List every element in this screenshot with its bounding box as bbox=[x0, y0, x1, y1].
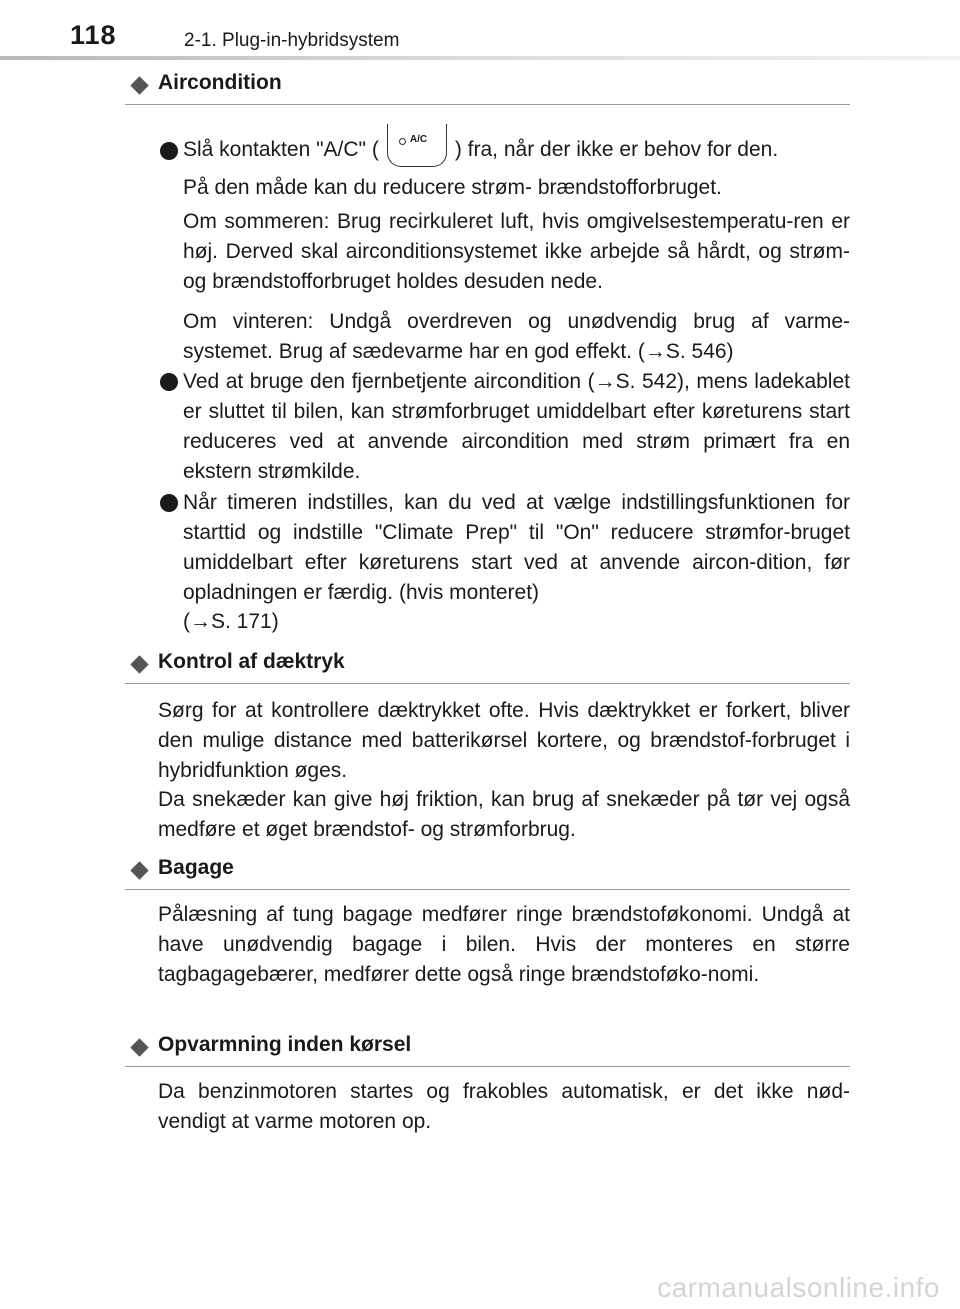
indicator-led-icon bbox=[399, 138, 406, 145]
section-heading-tire-pressure bbox=[125, 650, 850, 692]
section-title: Kontrol af dæktryk bbox=[158, 650, 345, 673]
ac-paragraph-1: På den måde kan du reducere strøm- brændstofforbruget. bbox=[183, 176, 722, 199]
ac-bullet-1-text-start: Slå kontakten "A/C" ( bbox=[183, 138, 379, 162]
diamond-bullet-icon bbox=[130, 655, 148, 673]
section-title: Aircondition bbox=[158, 71, 282, 94]
diamond-bullet-icon bbox=[130, 76, 148, 94]
ac-paragraph-winter: Om vinteren: Undgå overdreven og unødvendig brug af varme-systemet. Brug af sædevarme har en god effekt. (→S. 546) bbox=[183, 310, 850, 363]
diamond-bullet-icon bbox=[130, 1038, 148, 1056]
tire-paragraph-1: Sørg for at kontrollere dæktrykket ofte. Hvis dæktrykket er forkert, bliver den mulige distance med batterikørsel kortere, og brændstof-forbruget i hybridfunktion øges. bbox=[158, 699, 850, 782]
ac-bullet-3: Når timeren indstilles, kan du ved at vælge indstillingsfunktionen for starttid og indstille "Climate Prep" til "On" reducere strømfor-bruget umiddelbart efter køreturens start ved at anvende aircon-dition, før opladningen er færdig. (hvis monteret) bbox=[183, 491, 850, 604]
ac-switch-label: A/C bbox=[409, 134, 428, 145]
section-heading-luggage bbox=[125, 856, 850, 898]
luggage-paragraph: Pålæsning af tung bagage medfører ringe brændstoføkonomi. Undgå at have unødvendig bagage i bilen. Hvis der monteres en større tagbagagebærer, medfører dette også ringe brændstoføko-nomi. bbox=[158, 903, 850, 986]
ac-bullet-1 bbox=[183, 134, 850, 167]
ac-bullet-1-text-end: ) fra, når der ikke er behov for den. bbox=[454, 138, 779, 162]
section-heading-warmup bbox=[125, 1033, 850, 1075]
ac-paragraph-summer: Om sommeren: Brug recirkuleret luft, hvis omgivelsestemperatu-ren er høj. Derved skal airconditionsystemet ikke arbejde så hårdt, og strøm- og brændstofforbruget holdes desuden nede. bbox=[183, 210, 850, 293]
tire-paragraph-2: Da snekæder kan give høj friktion, kan brug af snekæder på tør vej også medføre et øget brændstof- og strømforbrug. bbox=[158, 788, 850, 841]
chapter-title: 2-1. Plug-in-hybridsystem bbox=[184, 30, 400, 51]
section-title: Opvarmning inden kørsel bbox=[158, 1033, 412, 1056]
section-divider bbox=[125, 1066, 850, 1067]
watermark-text: carmanualsonline.info bbox=[657, 1272, 940, 1303]
bullet-dot-icon bbox=[160, 373, 178, 391]
bullet-dot-icon bbox=[160, 494, 178, 512]
header-divider bbox=[0, 56, 960, 60]
bullet-dot-icon bbox=[160, 142, 178, 160]
section-heading-aircondition bbox=[125, 71, 850, 113]
section-divider bbox=[125, 889, 850, 890]
section-title: Bagage bbox=[158, 856, 234, 879]
diamond-bullet-icon bbox=[130, 861, 148, 879]
section-divider bbox=[125, 683, 850, 684]
section-divider bbox=[125, 104, 850, 105]
page-number: 118 bbox=[70, 20, 117, 50]
ac-bullet-2: Ved at bruge den fjernbetjente aircondition (→S. 542), mens ladekablet er sluttet til bilen, kan strømforbruget umiddelbart efter køreturens start reduceres ved at anvende aircondition med strøm primært fra en ekstern strømkilde. bbox=[183, 370, 850, 483]
ac-switch-icon bbox=[387, 124, 447, 167]
page-header bbox=[0, 0, 960, 60]
warmup-paragraph: Da benzinmotoren startes og frakobles automatisk, er det ikke nød-vendigt at varme motoren op. bbox=[158, 1080, 850, 1133]
ac-bullet-3-reference: (→S. 171) bbox=[183, 610, 279, 633]
